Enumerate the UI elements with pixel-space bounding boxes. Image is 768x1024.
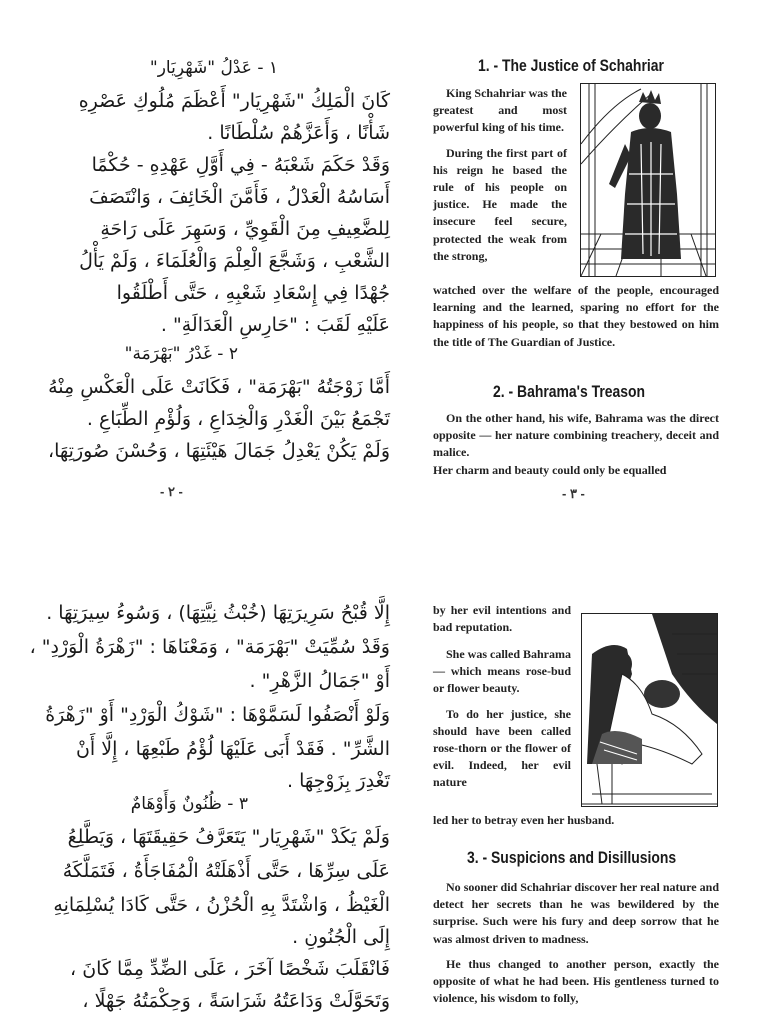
section-title-1: 1. - The Justice of Schahriar [478,56,664,75]
paragraph-king-cont: watched over the welfare of the people, encouraged learning and the learned, sparing no effort for the happiness of his people, so that they bestowed on him the title of The Guardian of Justice. [433,283,719,349]
arabic-line: أَسَاسُهُ الْعَدْلُ ، فَأَمَّنَ الْخَائِفَ ، وَانْتَصَفَ [89,186,390,208]
arabic-line: عَلَيْهِ لَقَبَ : "حَارِسِ الْعَدَالَةِ" . [160,314,390,336]
paragraph: During the first part of his reign he based the rule of his people on justice. He made the insecure feel secure, protected the weak from the strong, [433,145,567,263]
paragraph-betray: led her to betray even her husband. [433,813,615,827]
arabic-line: جُهْدًا فِي إِسْعَادِ شَعْبِهِ ، حَتَّى أَطْلَقُوا [116,282,390,304]
arabic-heading-1: ١ - عَدْلُ "شَهْرِيَار" [149,58,278,78]
arabic-line: وَلَمْ يَكُنْ يَعْدِلُ جَمَالَ هَيْئَتِهَا ، وَحُسْنَ صُورَتِهَا، [47,440,390,462]
arabic-heading-3: ٣ - ظُنُونٌ وَأَوْهَامٌ [130,794,248,814]
arabic-line: كَانَ الْمَلِكُ "شَهْرِيَار" أَعْظَمَ مُلُوكِ عَصْرِهِ [78,90,390,112]
paragraph: To do her justice, she should have been called rose-thorn or the flower of evil. Indeed, her evil nature [433,706,571,790]
arabic-line: شَأْنًا ، وَأَعَزَّهُمْ سُلْطَانًا . [207,122,390,144]
arabic-line: لِلضَّعِيفِ مِنَ الْقَوِيِّ ، وَسَهِرَ عَلَى رَاحَةِ [100,218,390,240]
arabic-line: أَمَّا زَوْجَتُهُ "بَهْرَمَة" ، فَكَانَتْ عَلَى الْعَكْسِ مِنْهُ [48,376,390,398]
arabic-line: إِلَى الْجُنُونِ . [292,926,390,948]
section-title-3: 3. - Suspicions and Disillusions [467,848,677,867]
paragraph-king-intro [433,85,567,265]
king-illustration [580,83,716,277]
paragraph: Her charm and beauty could only be equalled [433,462,667,477]
queen-illustration [581,613,718,807]
paragraph-name [433,646,571,792]
arabic-line: الشَّرِّ" . فَقَدْ أَبَى عَلَيْهَا لُؤْمُ طَبْعِهَا ، إِلَّا أَنْ [75,738,390,760]
page-number: - ٢ - [160,484,183,499]
paragraph-reputation: by her evil intentions and bad reputation. [433,603,571,635]
arabic-line: الْغَيْظُ ، وَاشْتَدَّ بِهِ الْحُزْنُ ، حَتَّى كَادَا يُسْلِمَانِهِ [53,894,390,916]
paragraph: On the other hand, his wife, Bahrama was the direct opposite — her nature combining treachery, deceit and malice. [433,411,719,460]
paragraph: He thus changed to another person, exactly the opposite of what he had been. His gentleness turned to violence, his wisdom to folly, [433,956,719,1006]
arabic-line: وَلَوْ أَنْصَفُوا لَسَمَّوْهَا : "شَوْكُ الْوَرْدِ" أَوْ "زَهْرَةُ [45,704,390,726]
arabic-line: تَجْمَعُ بَيْنَ الْغَدْرِ وَالْخِدَاعِ ، وَلُؤْمِ الطِّبَاعِ . [86,408,390,430]
paragraph: No sooner did Schahriar discover her real nature and detect her secrets than he was bewildered by the surprise. Such were his fury and deep sorrow that he was almost driven to madness. [433,880,719,946]
arabic-line: وَقَدْ حَكَمَ شَعْبَهُ - فِي أَوَّلِ عَهْدِهِ - حُكْمًا [91,154,390,176]
section-title-2: 2. - Bahrama's Treason [493,382,646,401]
arabic-line: وَتَحَوَّلَتْ وَدَاعَتُهُ شَرَاسَةً ، وَحِكْمَتُهُ جَهْلًا ، [82,990,390,1012]
page-number: - ٣ - [562,486,585,501]
arabic-line: وَلَمْ يَكَدْ "شَهْرِيَار" يَتَعَرَّفُ حَقِيقَتَهَا ، وَيَطَّلِعُ [67,826,390,848]
arabic-line: تَغْدِرَ بِزَوْجِهَا . [287,770,390,792]
arabic-line: أَوْ "جَمَالُ الزَّهْرِ" . [249,670,390,692]
paragraph-suspicions [433,879,719,1007]
arabic-heading-2: ٢ - غَدْرُ "بَهْرَمَة" [124,344,238,364]
paragraph-bahrama [433,410,719,479]
paragraph: She was called Bahrama — which means rose-bud or flower beauty. [433,647,572,696]
paragraph: King Schahriar was the greatest and most powerful king of his time. [433,86,567,135]
arabic-line: وَقَدْ سُمِّيَتْ "بَهْرَمَة" ، وَمَعْنَاهَا : "زَهْرَةُ الْوَرْدِ" ، [29,636,390,658]
arabic-line: عَلَى سِرِّهَا ، حَتَّى أَذْهَلَتْهُ الْمُفَاجَأَةُ ، فَتَمَلَّكَهُ [62,860,390,882]
arabic-line: الشَّعْبِ ، وَشَجَّعَ الْعِلْمَ وَالْعُلَمَاءَ ، وَلَمْ يَأْلُ [79,250,390,272]
arabic-line: فَانْقَلَبَ شَخْصًا آخَرَ ، عَلَى الضِّدِّ مِمَّا كَانَ ، [70,958,390,980]
arabic-line: إِلَّا قُبْحُ سَرِيرَتِهَا (خُبْثُ نِيَّتِهَا) ، وَسُوءُ سِيرَتِهَا . [46,602,390,624]
